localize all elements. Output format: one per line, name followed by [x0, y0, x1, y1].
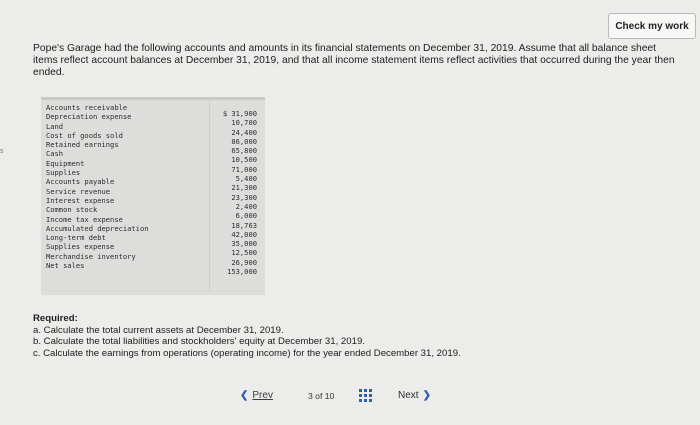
- table-top-rule: [41, 97, 265, 100]
- page-total: 10: [324, 391, 335, 401]
- table-column-divider: [209, 100, 210, 292]
- required-item-b: b. Calculate the total liabilities and stockholders' equity at December 31, 2019.: [33, 336, 365, 348]
- pagination: [233, 385, 453, 407]
- account-name: Accounts payable: [46, 177, 115, 187]
- account-amount: 26,900: [231, 257, 257, 267]
- account-amounts-column: [223, 109, 257, 276]
- account-name: Land: [46, 121, 64, 131]
- account-amount: 21,300: [231, 183, 257, 193]
- account-amount: 6,000: [235, 211, 257, 221]
- accounts-table: [41, 97, 265, 295]
- chevron-left-icon: ❮: [240, 390, 249, 401]
- account-amount: 10,700: [231, 118, 257, 128]
- account-name: Income tax expense: [46, 214, 123, 224]
- account-amount: 71,000: [231, 164, 257, 174]
- next-label: Next: [398, 390, 419, 401]
- account-amount: 10,500: [231, 155, 257, 165]
- check-my-work-button[interactable]: Check my work: [608, 13, 696, 39]
- account-amount: 24,400: [231, 127, 257, 137]
- account-amount: 5,400: [235, 174, 257, 184]
- account-amount: 35,000: [231, 239, 257, 249]
- account-amount: 12,500: [231, 248, 257, 258]
- required-heading: Required:: [33, 313, 78, 324]
- page-indicator: [308, 391, 334, 401]
- prev-label: Prev: [252, 390, 273, 401]
- account-name: Interest expense: [46, 195, 115, 205]
- account-name: Retained earnings: [46, 140, 119, 150]
- account-amount: 2,400: [235, 201, 257, 211]
- problem-intro: Pope's Garage had the following accounts and amounts in its financial statements on December 31, 2019. Assume that all balance sheet items reflect account balances at December 31, 2019, and that all income statement items reflect activities that occurred during the year then ended.: [33, 43, 675, 78]
- account-amount: 42,000: [231, 229, 257, 239]
- account-name: Common stock: [46, 205, 98, 215]
- account-amount: $ 31,900: [222, 109, 257, 118]
- account-name: Depreciation expense: [46, 112, 132, 122]
- account-amount: 18,763: [231, 220, 257, 230]
- account-amount: 86,000: [231, 136, 257, 146]
- account-name: Long-term debt: [46, 233, 106, 243]
- account-amount: 23,300: [231, 192, 257, 202]
- account-name: Cash: [46, 149, 64, 159]
- account-name: Cost of goods sold: [46, 130, 123, 140]
- account-amount: 65,800: [231, 146, 257, 156]
- account-amount: 153,000: [227, 267, 257, 277]
- page-current: 3: [308, 391, 313, 401]
- page-of: of: [315, 391, 323, 401]
- account-name: Accounts receivable: [46, 103, 128, 112]
- side-marker: s: [0, 148, 4, 155]
- account-name: Net sales: [46, 261, 85, 271]
- account-name: Accumulated depreciation: [46, 223, 149, 233]
- account-name: Equipment: [46, 158, 85, 168]
- required-section: [33, 313, 673, 359]
- account-names-column: [46, 103, 149, 270]
- required-item-c: c. Calculate the earnings from operations (operating income) for the year ended December 31, 2019.: [33, 347, 461, 359]
- chevron-right-icon: ❯: [422, 390, 431, 401]
- account-name: Service revenue: [46, 186, 111, 196]
- next-button[interactable]: [398, 390, 431, 401]
- account-name: Supplies: [46, 168, 81, 178]
- prev-button[interactable]: [240, 390, 273, 401]
- account-name: Merchandise inventory: [46, 251, 136, 261]
- grid-icon[interactable]: [359, 389, 373, 406]
- account-name: Supplies expense: [46, 242, 115, 252]
- required-item-a: a. Calculate the total current assets at December 31, 2019.: [33, 324, 284, 336]
